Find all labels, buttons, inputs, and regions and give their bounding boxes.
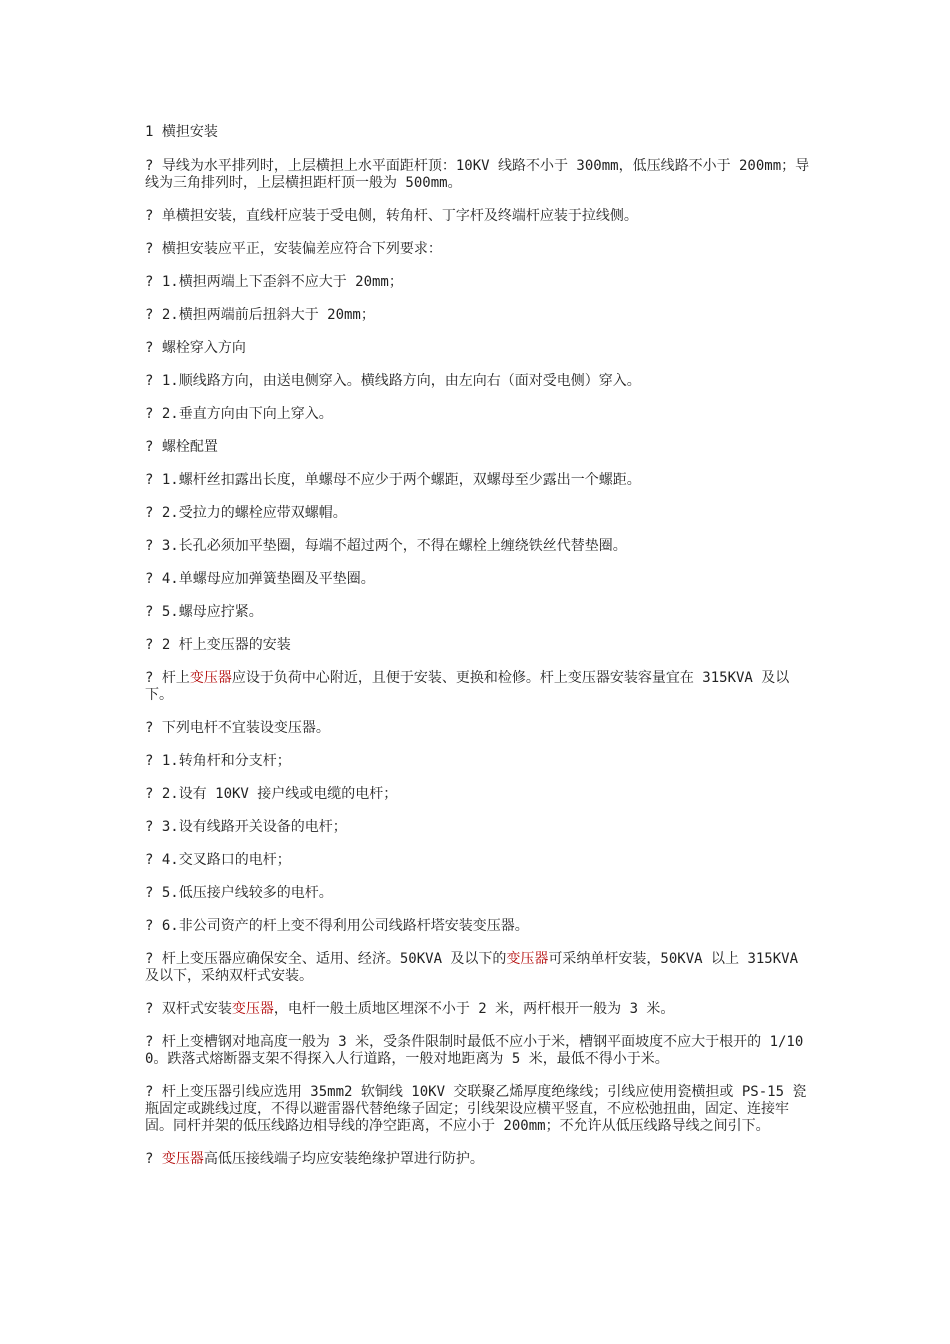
paragraph: ? 变压器高低压接线端子均应安装绝缘护罩进行防护。 [145,1151,484,1167]
highlight-term: 变压器 [231,1001,274,1017]
highlight-term: 变压器 [161,1151,204,1167]
paragraph: ? 双杆式安装变压器，电杆一般土质地区埋深不小于 2 米，两杆根开一般为 3 米。 [145,1001,675,1017]
subheading: ? 螺栓配置 [145,439,218,455]
list-item: ? 1.转角杆和分支杆； [145,753,291,769]
list-item: ? 3.设有线路开关设备的电杆； [145,819,347,835]
list-item: ? 1.螺杆丝扣露出长度，单螺母不应少于两个螺距，双螺母至少露出一个螺距。 [145,472,641,488]
section-title: 1 横担安装 [145,124,218,140]
paragraph: ? 单横担安装，直线杆应装于受电侧，转角杆、丁字杆及终端杆应装于拉线侧。 [145,208,638,224]
subheading: ? 螺栓穿入方向 [145,340,246,356]
list-item: ? 4.交叉路口的电杆； [145,852,291,868]
section-title: ? 2 杆上变压器的安装 [145,637,291,653]
list-item: ? 5.低压接户线较多的电杆。 [145,885,333,901]
paragraph: ? 横担安装应平正，安装偏差应符合下列要求： [145,241,442,257]
list-item: ? 4.单螺母应加弹簧垫圈及平垫圈。 [145,571,375,587]
paragraph: ? 导线为水平排列时，上层横担上水平面距杆顶：10KV 线路不小于 300mm，低压线路不小于 200mm；导线为三角排列时，上层横担距杆顶一般为 500mm。 [145,158,810,191]
list-item: ? 2.横担两端前后扭斜大于 20mm； [145,307,375,323]
highlight-term: 变压器 [506,951,549,967]
list-item: ? 2.垂直方向由下向上穿入。 [145,406,333,422]
document-body [145,124,810,1184]
paragraph: ? 下列电杆不宜装设变压器。 [145,720,330,736]
list-item: ? 5.螺母应拧紧。 [145,604,263,620]
paragraph: ? 杆上变压器引线应选用 35mm2 软铜线 10KV 交联聚乙烯厚度绝缘线；引线应使用瓷横担或 PS-15 瓷瓶固定或跳线过度，不得以避雷器代替绝缘子固定；引线架设应横平竖直，不应松弛扭曲，固定、连接牢固。同杆并架的低压线路边相导线的净空距离，不应小于 200mm；不允许从低压线路导线之间引下。 [145,1084,807,1134]
paragraph: ? 杆上变槽钢对地高度一般为 3 米，受条件限制时最低不应小于米，槽钢平面坡度不应大于根开的 1/100。跌落式熔断器支架不得探入人行道路，一般对地距离为 5 米，最低不得小于米。 [145,1034,804,1067]
highlight-term: 变压器 [189,670,232,686]
list-item: ? 2.设有 10KV 接户线或电缆的电杆； [145,786,398,802]
paragraph: ? 杆上变压器应确保安全、适用、经济。50KVA 及以下的变压器可采纳单杆安装，50KVA 以上 315KVA 及以下，采纳双杆式安装。 [145,951,799,984]
list-item: ? 1.横担两端上下歪斜不应大于 20mm； [145,274,403,290]
list-item: ? 3.长孔必须加平垫圈，每端不超过两个，不得在螺栓上缠绕铁丝代替垫圈。 [145,538,627,554]
list-item: ? 6.非公司资产的杆上变不得利用公司线路杆塔安装变压器。 [145,918,529,934]
list-item: ? 1.顺线路方向，由送电侧穿入。横线路方向，由左向右（面对受电侧）穿入。 [145,373,641,389]
list-item: ? 2.受拉力的螺栓应带双螺帽。 [145,505,347,521]
paragraph: ? 杆上变压器应设于负荷中心附近，且便于安装、更换和检修。杆上变压器安装容量宜在 315KVA 及以下。 [145,670,790,703]
